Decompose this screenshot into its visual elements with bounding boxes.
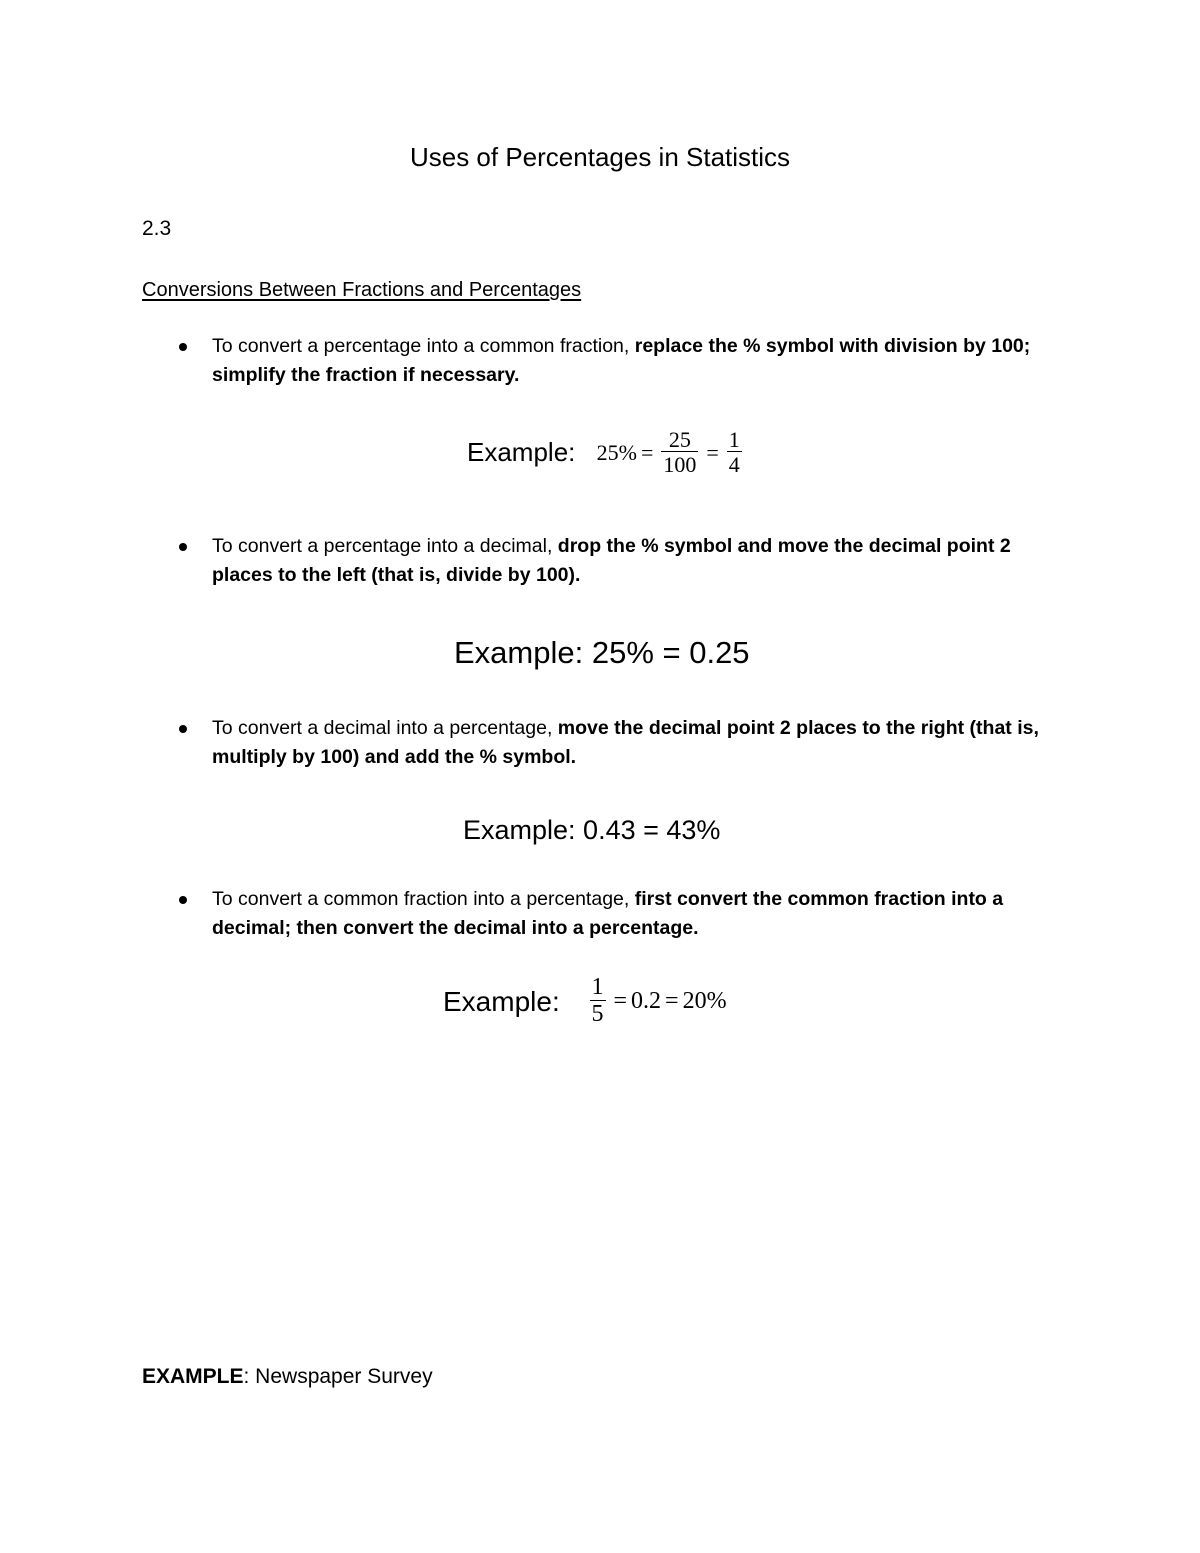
math-expression: [597, 428, 746, 477]
example-decimal: Example: 25% = 0.25: [454, 635, 750, 670]
bullet-plain-text: To convert a common fraction into a percentage,: [212, 888, 635, 910]
fraction-numerator: 1: [728, 427, 740, 452]
bullet-item: [142, 532, 1062, 592]
bullet-item: [142, 885, 1062, 945]
math-equals: =: [665, 988, 679, 1015]
fraction: [590, 975, 606, 1029]
math-equals: =: [706, 439, 719, 465]
bullet-plain-text: To convert a percentage into a decimal,: [212, 535, 558, 557]
fraction-denominator: 5: [591, 1001, 604, 1028]
bullet-dot-icon: [179, 343, 187, 351]
example-title: : Newspaper Survey: [243, 1365, 433, 1388]
fraction-denominator: 100: [663, 452, 697, 478]
bullet-bold-text: replace the % symbol with division by 100; simplify the fraction if necessary.: [212, 335, 1031, 386]
bullet-item: [142, 714, 1062, 774]
example-percent: Example: 0.43 = 43%: [463, 815, 721, 845]
bullet-bold-text: first convert the common fraction into a decimal; then convert the decimal into a percentage.: [212, 888, 1004, 939]
example-label: Example:: [467, 437, 576, 468]
math-percent: 25%: [596, 439, 637, 465]
bullet-text: [212, 885, 1062, 943]
fraction-denominator: 4: [728, 452, 740, 478]
bullet-bold-text: drop the % symbol and move the decimal point 2 places to the left (that is, divide by 100).: [212, 535, 1011, 586]
math-expression: [586, 975, 727, 1029]
math-equals: =: [613, 988, 628, 1015]
section-heading: Conversions Between Fractions and Percentages: [142, 279, 582, 301]
bullet-item: [142, 332, 1062, 392]
bullet-bold-text: move the decimal point 2 places to the right (that is, multiply by 100) and add the % symbol.: [212, 717, 1039, 768]
section-number: 2.3: [142, 217, 172, 240]
bullet-plain-text: To convert a decimal into a percentage,: [212, 717, 558, 739]
math-decimal: 0.2: [631, 988, 662, 1015]
example-lead: EXAMPLE: [142, 1365, 244, 1388]
bullet-plain-text: To convert a percentage into a common fraction,: [212, 335, 635, 357]
math-equals: =: [640, 439, 654, 465]
example-fraction-to-percent: [443, 975, 727, 1029]
example-heading: [142, 1364, 433, 1390]
math-percent: 20%: [682, 988, 727, 1015]
example-fraction: [467, 428, 746, 477]
fraction: [661, 428, 698, 477]
fraction-numerator: 25: [668, 427, 691, 452]
bullet-text: [212, 332, 1062, 390]
bullet-dot-icon: [179, 725, 187, 733]
bullet-text: [212, 714, 1062, 772]
example-label: Example:: [443, 985, 560, 1017]
bullet-text: [212, 532, 1062, 590]
bullet-dot-icon: [179, 896, 187, 904]
page-title: Uses of Percentages in Statistics: [409, 142, 791, 172]
bullet-dot-icon: [179, 543, 187, 551]
fraction-numerator: 1: [591, 974, 604, 1000]
fraction: [727, 428, 742, 477]
